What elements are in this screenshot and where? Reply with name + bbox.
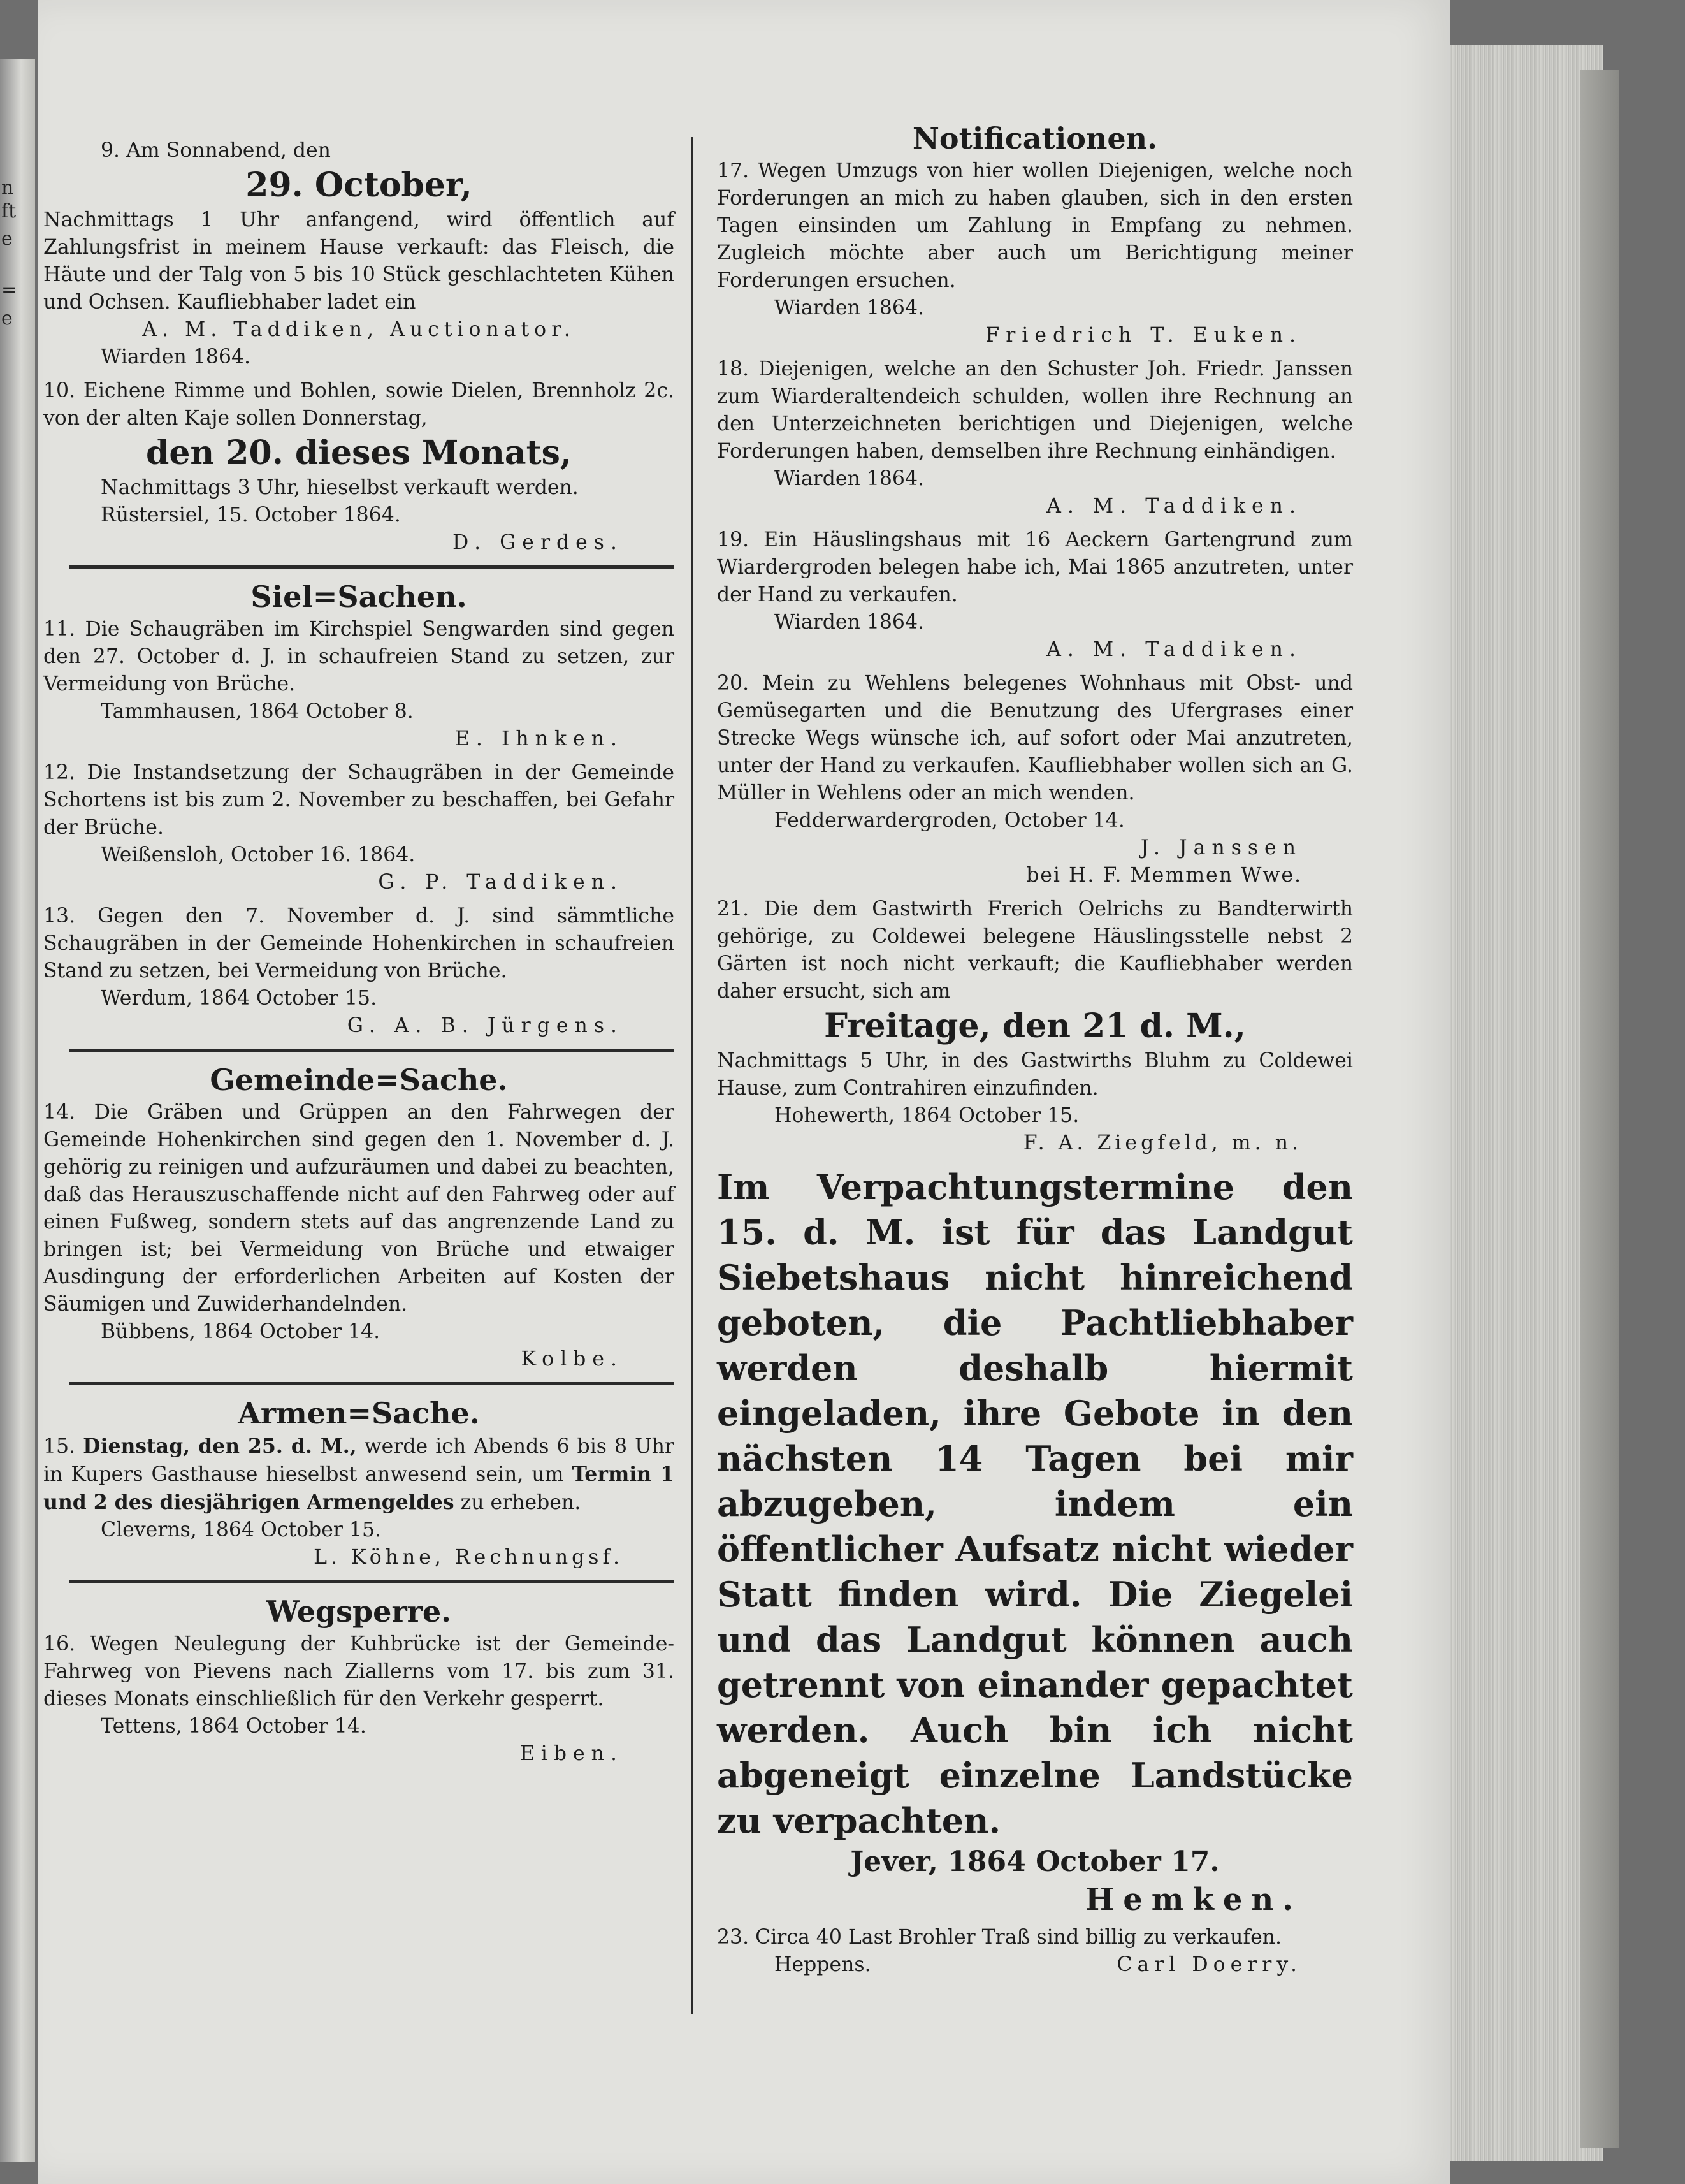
notice-20-signature-line2: bei H. F. Memmen Wwe. bbox=[1026, 864, 1302, 887]
book-cover-edge bbox=[1580, 70, 1619, 2148]
notice-9-body: Nachmittags 1 Uhr anfangend, wird öffentlich auf Zahlungsfrist in meinem Hause verkauft: das Fleisch, die Häute und der Talg von 5 bis 10 Stück geschlachteten Kühen und Ochsen. Kaufliebhaber ladet ein bbox=[43, 208, 674, 314]
column-divider bbox=[691, 137, 693, 2014]
notice-19-body: 19. Ein Häuslingshaus mit 16 Aeckern Gartengrund zum Wiardergroden belegen habe ich, Mai 1865 anzutreten, unter der Hand zu verkaufen. bbox=[717, 528, 1353, 606]
notice-15-number: 15. bbox=[43, 1435, 76, 1458]
section-rule bbox=[69, 565, 674, 569]
notice-22-text: Im Verpachtungstermine den 15. d. M. ist für das Landgut Siebetshaus nicht hinreichend geboten, die Pachtliebhaber werden deshalb hiermit eingeladen, ihre Gebote in den nächsten 14 Tagen bei mir abzugeben, indem ein öffentlicher Aufsatz nicht wieder Statt finden wird. bbox=[717, 1167, 1353, 1615]
notice-22-signature: Hemken. bbox=[1085, 1882, 1302, 1918]
notice-23-place: Heppens. bbox=[774, 1953, 871, 1976]
notice-10-time: Nachmittags 3 Uhr, hieselbst verkauft werden. bbox=[101, 476, 579, 499]
section-rule bbox=[69, 1580, 674, 1583]
margin-fragment: = bbox=[1, 279, 18, 301]
notice-17-place: Wiarden 1864. bbox=[774, 296, 925, 319]
notice-22-place: Jever, 1864 October 17. bbox=[850, 1845, 1220, 1878]
notice-20-place: Fedderwardergroden, October 14. bbox=[774, 809, 1125, 832]
notice-22-body bbox=[717, 1165, 1353, 1844]
notice-21-signature: F. A. Ziegfeld, m. n. bbox=[1023, 1132, 1302, 1154]
margin-fragment: e bbox=[1, 228, 13, 250]
notice-22-highlight: Die Ziegelei und das Landgut bbox=[717, 1574, 1353, 1660]
notice-16-signature: Eiben. bbox=[519, 1742, 623, 1765]
notice-14-place: Bübbens, 1864 October 14. bbox=[101, 1320, 380, 1343]
notice-10-date: den 20. dieses Monats, bbox=[145, 433, 572, 472]
section-heading-gemeinde: Gemeinde=Sache. bbox=[210, 1063, 508, 1097]
notice-19-signature: A. M. Taddiken. bbox=[1046, 638, 1302, 661]
notice-9-place: Wiarden 1864. bbox=[101, 346, 251, 368]
notice-10-body: 10. Eichene Rimme und Bohlen, sowie Dielen, Brennholz 2c. von der alten Kaje sollen Donnerstag, bbox=[43, 379, 674, 430]
notice-13-signature: G. A. B. Jürgens. bbox=[347, 1014, 623, 1037]
margin-fragment: e bbox=[1, 307, 13, 330]
notice-18-signature: A. M. Taddiken. bbox=[1046, 495, 1302, 518]
notice-17-body: 17. Wegen Umzugs von hier wollen Diejenigen, welche noch Forderungen an mich zu haben glauben, sich in den ersten Tagen einsinden um Zahlung in Empfang zu nehmen. Zugleich möchte aber auch um Berichtigung meiner Forderungen ersuchen. bbox=[717, 159, 1353, 292]
margin-fragment: n bbox=[1, 177, 14, 199]
section-rule bbox=[69, 1049, 674, 1052]
notice-12-signature: G. P. Taddiken. bbox=[378, 871, 623, 894]
section-heading-notificationen: Notificationen. bbox=[912, 121, 1158, 156]
notice-12-body: 12. Die Instandsetzung der Schaugräben in der Gemeinde Schortens ist bis zum 2. November zu beschaffen, bei Gefahr der Brüche. bbox=[43, 761, 674, 839]
notice-13-place: Werdum, 1864 October 15. bbox=[101, 987, 377, 1010]
notice-14-body: 14. Die Gräben und Grüppen an den Fahrwegen der Gemeinde Hohenkirchen sind gegen den 1. November d. J. gehörig zu reinigen und aufzuräumen und dabei zu beachten, daß das Herauszuschaffende nicht auf den Fahrweg oder auf einen Fußweg, sondern stets auf das angrenzende Land zu bringen ist; bei Vermeidung von Brüche und etwaiger Ausdingung der erforderlichen Arbeiten auf Kosten der Säumigen und Zuwiderhandelnden. bbox=[43, 1101, 674, 1316]
notice-21-place: Hohewerth, 1864 October 15. bbox=[774, 1104, 1080, 1127]
notice-21-date: Freitage, den 21 d. M., bbox=[824, 1007, 1246, 1045]
notice-11-place: Tammhausen, 1864 October 8. bbox=[101, 700, 414, 723]
notice-15-date: Dienstag, den 25. d. M., bbox=[83, 1434, 357, 1458]
notice-15-place: Cleverns, 1864 October 15. bbox=[101, 1518, 382, 1541]
section-rule bbox=[69, 1382, 674, 1385]
notice-15-body bbox=[43, 1432, 674, 1517]
notice-14-signature: Kolbe. bbox=[521, 1348, 623, 1371]
notice-11-signature: E. Ihnken. bbox=[454, 727, 623, 750]
notice-15-signature: L. Köhne, Rechnungsf. bbox=[314, 1546, 623, 1569]
notice-23-body: 23. Circa 40 Last Brohler Traß sind billig zu verkaufen. bbox=[717, 1926, 1282, 1949]
notice-17-signature: Friedrich T. Euken. bbox=[985, 324, 1302, 347]
notice-10-signature: D. Gerdes. bbox=[452, 531, 623, 554]
notice-15-text-end: zu erheben. bbox=[460, 1491, 581, 1514]
notice-9-signature: A. M. Taddiken, Auctionator. bbox=[142, 318, 575, 341]
notice-22-text-end: können auch getrennt von einander gepachtet werden. Auch bin ich nicht abgeneigt einzelne Landstücke zu verpachten. bbox=[717, 1619, 1353, 1841]
right-column bbox=[717, 121, 1353, 1979]
notice-23-signature: Carl Doerry. bbox=[1117, 1953, 1302, 1976]
notice-18-place: Wiarden 1864. bbox=[774, 467, 925, 490]
notice-21-time: Nachmittags 5 Uhr, in des Gastwirths Bluhm zu Coldewei Hause, zum Contrahiren einzufinden. bbox=[717, 1049, 1353, 1100]
notice-11-body: 11. Die Schaugräben im Kirchspiel Sengwarden sind gegen den 27. October d. J. in schaufreien Stand zu setzen, zur Vermeidung von Brüche. bbox=[43, 618, 674, 695]
notice-18-body: 18. Diejenigen, welche an den Schuster Joh. Friedr. Janssen zum Wiarderaltendeich schulden, wollen ihre Rechnung an den Unterzeichneten berichtigen und Diejenigen, welche Forderungen haben, demselben ihre Rechnung einhändigen. bbox=[717, 358, 1353, 463]
section-heading-siel: Siel=Sachen. bbox=[250, 579, 467, 614]
notice-23-footer bbox=[717, 1951, 1353, 1979]
facing-page-edge bbox=[0, 59, 35, 2162]
notice-16-place: Tettens, 1864 October 14. bbox=[101, 1715, 366, 1738]
notice-12-place: Weißensloh, October 16. 1864. bbox=[101, 843, 416, 866]
notice-9-date: 29. October, bbox=[245, 166, 472, 205]
notice-15-term: Termin 1 und 2 des diesjährigen Armengeldes bbox=[43, 1462, 675, 1514]
notice-10-place: Rüstersiel, 15. October 1864. bbox=[101, 504, 401, 527]
section-heading-weg: Wegsperre. bbox=[266, 1594, 452, 1629]
notice-9-intro: 9. Am Sonnabend, den bbox=[101, 139, 331, 162]
margin-fragment: ft bbox=[1, 200, 17, 222]
notice-20-signature: J. Janssen bbox=[1140, 836, 1302, 859]
notice-15-text: werde ich Abends 6 bis 8 Uhr in Kupers Gasthause hieselbst anwesend sein, um bbox=[43, 1435, 674, 1486]
notice-21-body: 21. Die dem Gastwirth Frerich Oelrichs zu Bandterwirth gehörige, zu Coldewei belegene Häuslingsstelle nebst 2 Gärten ist noch nicht verkauft; die Kaufliebhaber werden daher ersucht, sich am bbox=[717, 898, 1353, 1003]
notice-16-body: 16. Wegen Neulegung der Kuhbrücke ist der Gemeinde-Fahrweg von Pievens nach Ziallerns vom 17. bis zum 31. dieses Monats einschließlich für den Verkehr gesperrt. bbox=[43, 1633, 674, 1710]
notice-20-body: 20. Mein zu Wehlens belegenes Wohnhaus mit Obst- und Gemüsegarten und die Benutzung des Ufergrases einer Strecke Wegs wünsche ich, auf sofort oder Mai anzutreten, unter der Hand zu verkaufen. Kaufliebhaber wollen sich an G. Müller in Wehlens oder an mich wenden. bbox=[717, 672, 1353, 804]
notice-19-place: Wiarden 1864. bbox=[774, 611, 925, 634]
left-column bbox=[43, 137, 674, 1768]
notice-13-body: 13. Gegen den 7. November d. J. sind sämmtliche Schaugräben in der Gemeinde Hohenkirchen in schaufreien Stand zu setzen, bei Vermeidung von Brüche. bbox=[43, 905, 674, 982]
section-heading-armen: Armen=Sache. bbox=[238, 1396, 480, 1431]
